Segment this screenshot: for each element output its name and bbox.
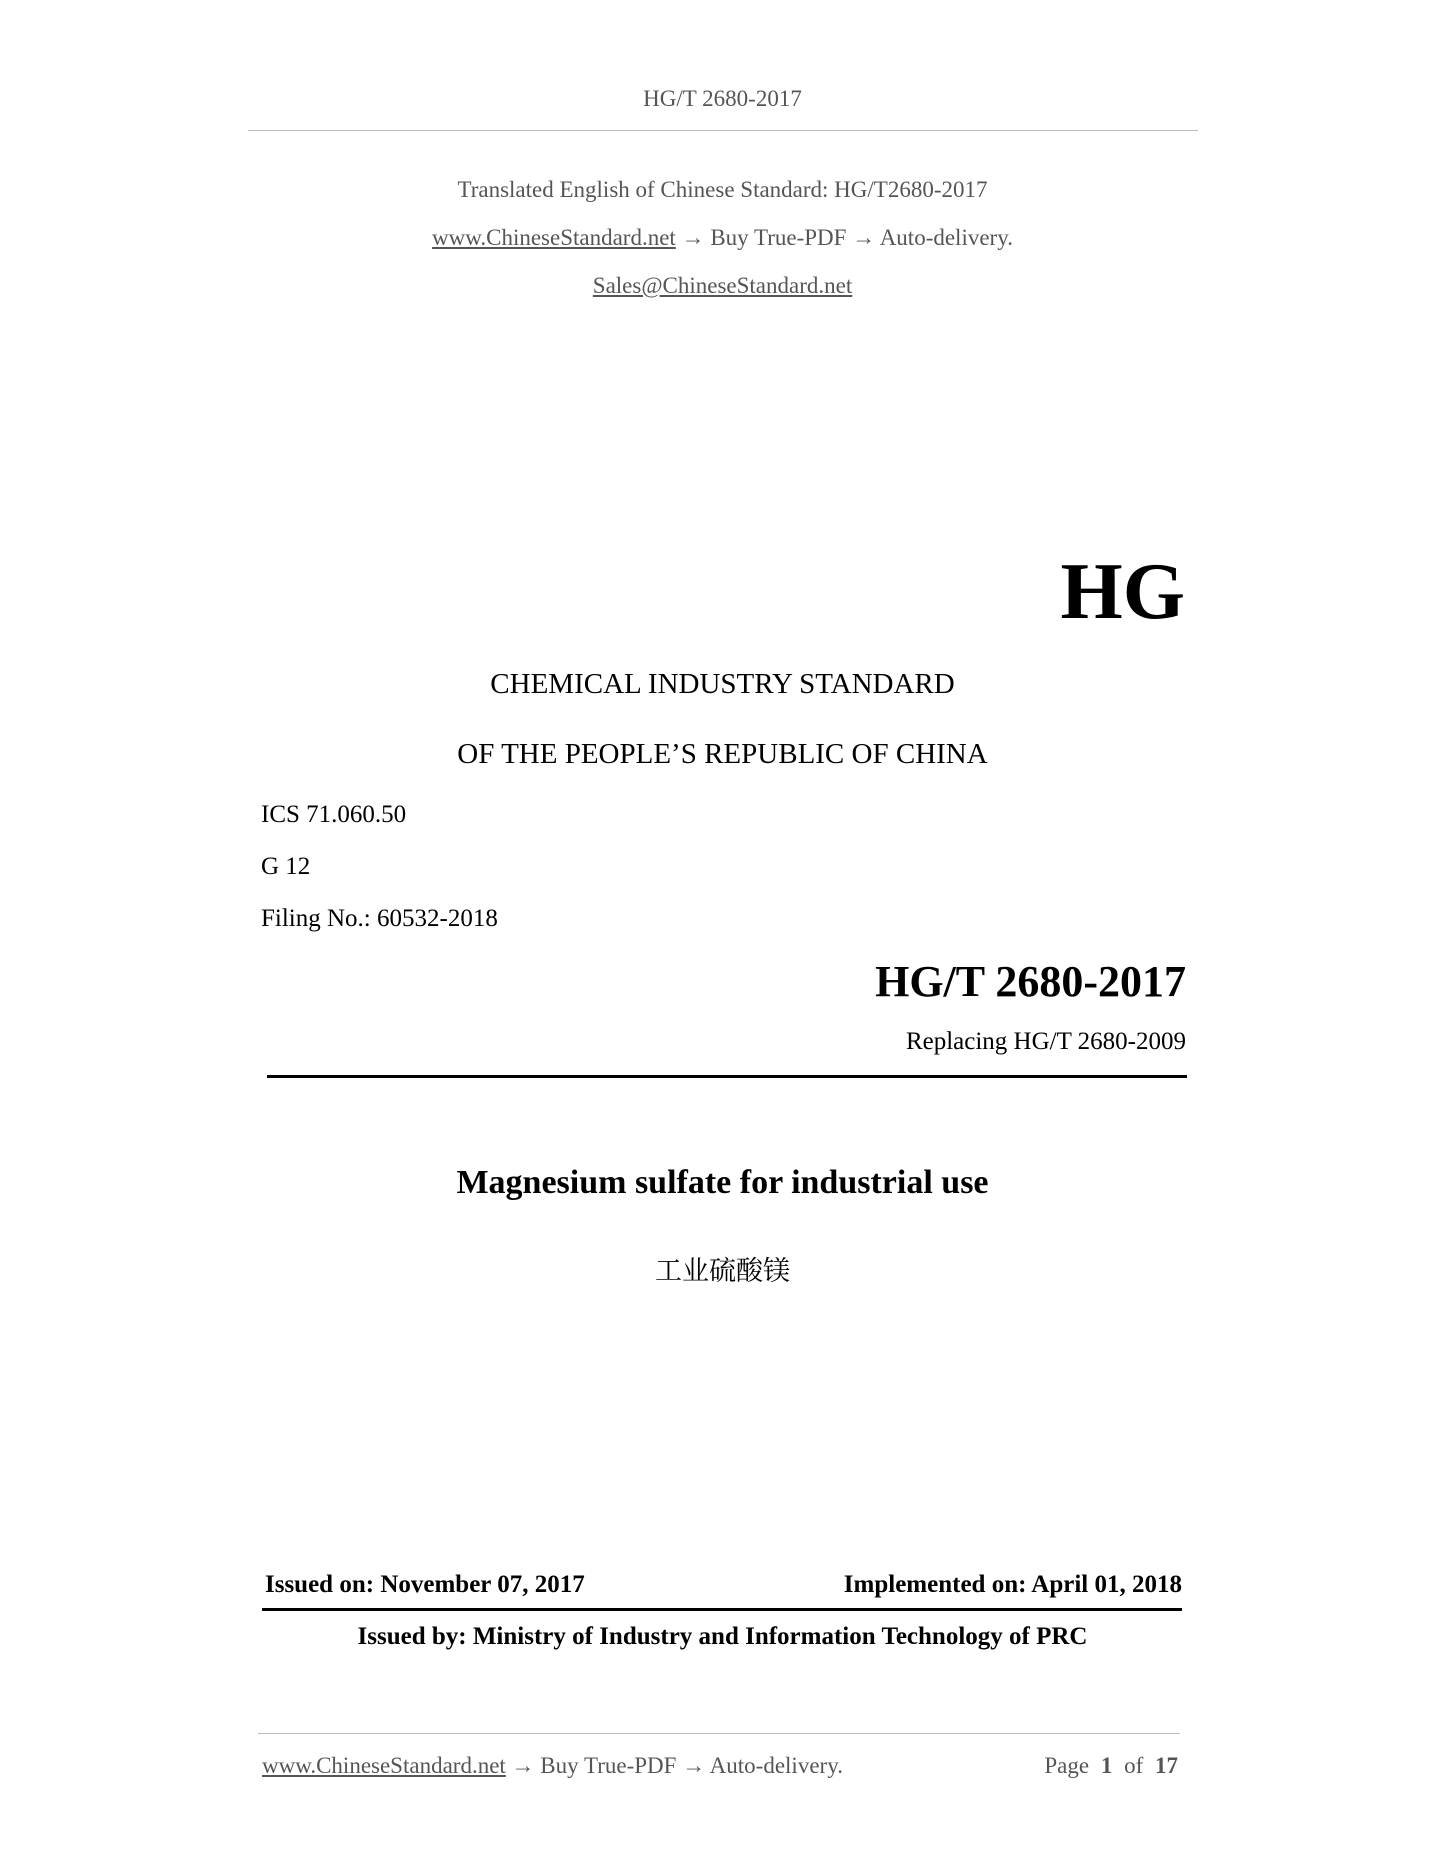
footer-auto-delivery-text: Auto-delivery. <box>709 1753 843 1778</box>
footer-buy-true-pdf-text: Buy True-PDF <box>540 1753 677 1778</box>
page-indicator <box>1044 1753 1178 1779</box>
standard-number: HG/T 2680-2017 <box>875 957 1186 1006</box>
buy-true-pdf-text: Buy True-PDF <box>710 225 847 250</box>
arrow-right-icon: → <box>681 225 705 250</box>
of-label: of <box>1124 1753 1144 1778</box>
page-current: 1 <box>1100 1753 1113 1778</box>
arrow-right-icon: → <box>511 1753 535 1778</box>
page-total: 17 <box>1155 1753 1178 1778</box>
document-title-zh: 工业硫酸镁 <box>655 1256 790 1287</box>
chinese-standard-link[interactable]: www.ChineseStandard.net <box>432 225 676 250</box>
replacing-note: Replacing HG/T 2680-2009 <box>905 1028 1186 1055</box>
issued-on-date: Issued on: November 07, 2017 <box>265 1571 585 1598</box>
auto-delivery-text: Auto-delivery. <box>879 225 1013 250</box>
arrow-right-icon: → <box>852 225 876 250</box>
purchase-line <box>0 225 1445 251</box>
email-line <box>0 273 1445 299</box>
footer-chinese-standard-link[interactable]: www.ChineseStandard.net <box>262 1753 506 1778</box>
footer-divider <box>258 1733 1180 1734</box>
arrow-right-icon: → <box>682 1753 706 1778</box>
dates-divider <box>262 1608 1182 1611</box>
ccs-code: G 12 <box>261 853 311 880</box>
standard-title-line2: OF THE PEOPLE’S REPUBLIC OF CHINA <box>457 738 988 770</box>
header-divider <box>248 130 1198 131</box>
hg-logo-text: HG <box>1060 548 1185 636</box>
page-label: Page <box>1044 1753 1090 1778</box>
title-divider <box>267 1075 1187 1078</box>
running-header: HG/T 2680-2017 <box>643 86 802 111</box>
footer-purchase-line <box>262 1753 843 1779</box>
issuing-authority: Issued by: Ministry of Industry and Information Technology of PRC <box>357 1623 1088 1650</box>
implemented-on-date: Implemented on: April 01, 2018 <box>843 1571 1182 1598</box>
document-title-en: Magnesium sulfate for industrial use <box>456 1164 989 1201</box>
translation-notice: Translated English of Chinese Standard: HG/T2680-2017 <box>457 177 988 202</box>
standard-title-line1: CHEMICAL INDUSTRY STANDARD <box>490 668 955 700</box>
ics-code: ICS 71.060.50 <box>261 801 407 828</box>
sales-email-link[interactable]: Sales@ChineseStandard.net <box>592 273 853 298</box>
filing-number: Filing No.: 60532-2018 <box>261 905 498 932</box>
